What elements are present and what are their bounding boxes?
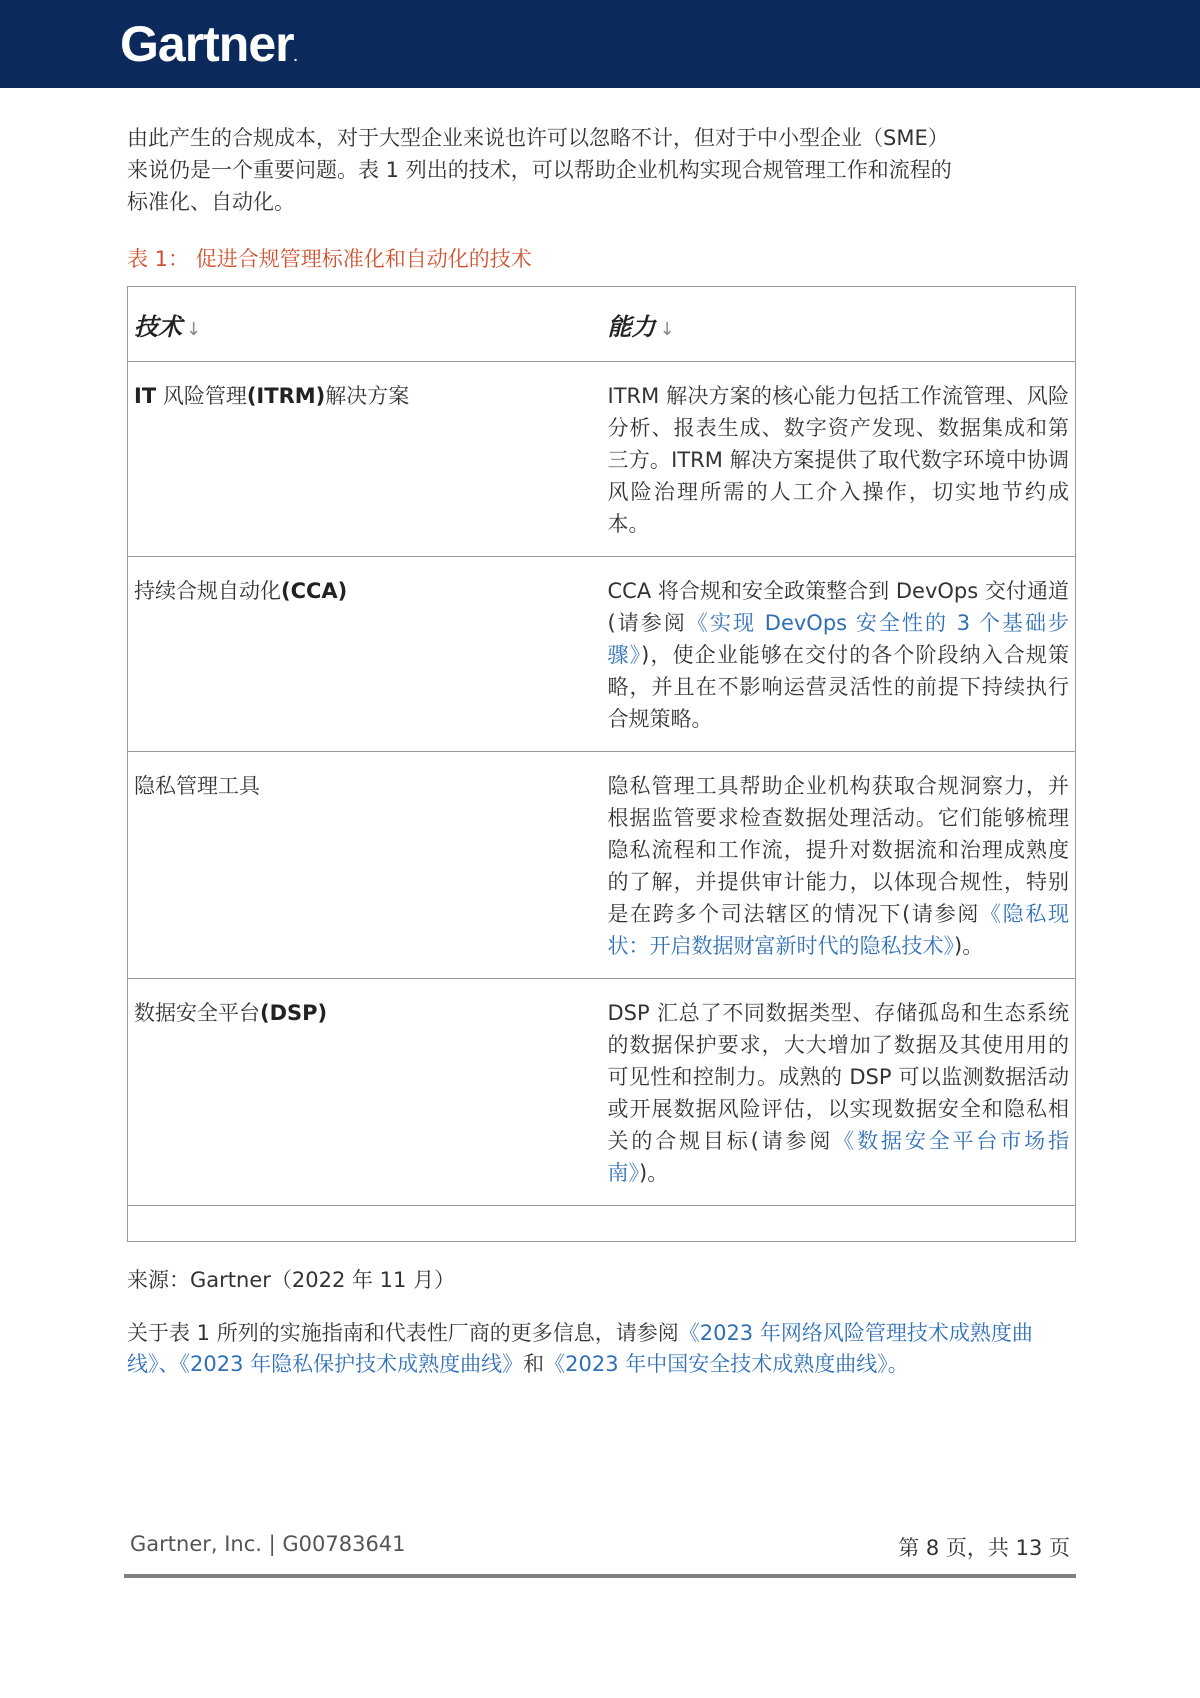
tech-name: 持续合规自动化 — [134, 579, 281, 603]
empty-cell — [128, 1206, 602, 1242]
capability-text: ITRM 解决方案的核心能力包括工作流管理、风险分析、报表生成、数字资产发现、数据集成和第三方。ITRM 解决方案提供了取代数字环境中协调风险治理所需的人工介入操作，切实地节约成本。 — [607, 384, 1069, 536]
tech-cell — [128, 979, 602, 1206]
tech-cell — [128, 752, 602, 979]
footer-document-id: Gartner, Inc. | G00783641 — [130, 1532, 406, 1556]
capability-cell — [602, 362, 1076, 557]
logo-mark: . — [293, 48, 297, 64]
tech-cell — [128, 362, 602, 557]
table-row — [128, 979, 1076, 1206]
intro-line-2: 来说仍是一个重要问题。表 1 列出的技术，可以帮助企业机构实现合规管理工作和流程的 — [127, 158, 952, 182]
reference-link[interactable]: 《数据安全平台市场指南》 — [607, 1129, 1069, 1185]
table-caption: 表 1： 促进合规管理标准化和自动化的技术 — [127, 247, 532, 271]
tech-name: 风险管理 — [156, 384, 247, 408]
more-info-paragraph — [127, 1318, 1075, 1380]
capability-text: 隐私管理工具帮助企业机构获取合规洞察力，并根据监管要求检查数据处理活动。它们能够梳理隐私流程和工作流，提升对数据流和治理成熟度的了解，并提供审计能力，以体现合规性，特别是在跨多个司法辖区的情况下(请参阅 — [607, 774, 1069, 926]
intro-paragraph — [127, 122, 1075, 218]
capability-cell — [602, 979, 1076, 1206]
page-content — [127, 122, 1075, 1380]
column-header-technology[interactable] — [128, 287, 602, 362]
tech-name: 数据安全平台 — [134, 1001, 260, 1025]
empty-cell — [602, 1206, 1076, 1242]
capability-text: DSP 汇总了不同数据类型、存储孤岛和生态系统的数据保护要求，大大增加了数据及其使用用的可见性和控制力。成熟的 DSP 可以监测数据活动或开展数据风险评估，以实现数据安全和隐私相关的合规目标(请参阅 — [607, 1001, 1069, 1153]
reference-link[interactable]: 《实现 DevOps 安全性的 3 个基础步骤》 — [607, 611, 1069, 667]
table-row — [128, 557, 1076, 752]
link-separator: 、 — [158, 1352, 180, 1376]
gartner-logo[interactable] — [120, 14, 297, 86]
capability-cell — [602, 557, 1076, 752]
intro-line-1: 由此产生的合规成本，对于大型企业来说也许可以忽略不计，但对于中小型企业（SME） — [127, 126, 949, 150]
capability-text-end: )。 — [954, 934, 984, 958]
table-source: 来源：Gartner（2022 年 11 月） — [127, 1268, 456, 1292]
tech-name: 隐私管理工具 — [134, 774, 260, 798]
sentence-end: 。 — [887, 1352, 909, 1376]
sort-arrow-icon: ↓ — [659, 318, 675, 340]
capability-text-end: )，使企业能够在交付的各个阶段纳入合规策略，并且在不影响运营灵活性的前提下持续执行合规策略。 — [607, 643, 1069, 731]
table-empty-row — [128, 1206, 1076, 1242]
reference-link[interactable]: 《隐私现状：开启数据财富新时代的隐私技术》 — [607, 902, 1069, 958]
table-header-row — [128, 287, 1076, 362]
capability-text: CCA 将合规和安全政策整合到 DevOps 交付通道(请参阅 — [607, 579, 1069, 635]
tech-name-bold: IT — [134, 384, 157, 408]
footer-page-number: 第 8 页，共 13 页 — [898, 1536, 1070, 1560]
table-row — [128, 752, 1076, 979]
hype-cycle-link-china-security[interactable]: 《2023 年中国安全技术成熟度曲线》 — [544, 1352, 888, 1376]
table-row — [128, 362, 1076, 557]
logo-text: Gartner — [120, 16, 294, 72]
header-capability-label: 能力 — [607, 312, 656, 341]
tech-abbrev: (DSP) — [260, 1001, 328, 1025]
page-footer — [124, 1526, 1076, 1578]
tech-abbrev: (CCA) — [281, 579, 348, 603]
sort-arrow-icon: ↓ — [186, 318, 202, 340]
hype-cycle-link-cyber-risk[interactable]: 《2023 年网络风险管理技术成熟度曲线》 — [127, 1321, 1033, 1376]
capability-text-end: )。 — [639, 1161, 669, 1185]
technology-table — [127, 286, 1076, 1242]
header-technology-label: 技术 — [134, 312, 182, 341]
header-bar — [0, 0, 1200, 88]
capability-cell — [602, 752, 1076, 979]
column-header-capability[interactable] — [602, 287, 1076, 362]
hype-cycle-link-privacy[interactable]: 《2023 年隐私保护技术成熟度曲线》 — [179, 1352, 524, 1376]
tech-abbrev: (ITRM) — [246, 384, 326, 408]
tech-name-suffix: 解决方案 — [325, 384, 410, 408]
tech-cell — [128, 557, 602, 752]
intro-line-3: 标准化、自动化。 — [127, 190, 295, 214]
link-separator: 和 — [523, 1352, 545, 1376]
more-info-text: 关于表 1 所列的实施指南和代表性厂商的更多信息，请参阅 — [127, 1321, 679, 1345]
